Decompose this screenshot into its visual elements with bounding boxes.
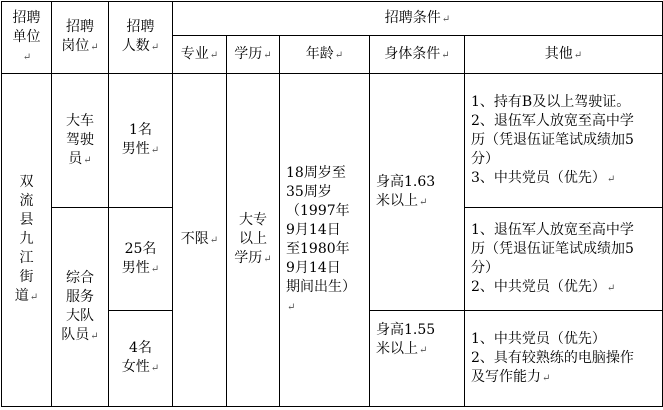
quota-driver: [109, 74, 173, 208]
position-name-line: 队员↵: [61, 326, 99, 343]
unit-name-char: 街: [19, 269, 34, 285]
age-line: （1997年: [286, 202, 350, 219]
quota-service-male: [109, 208, 173, 311]
physical-line: 身高1.55: [376, 322, 436, 338]
other-line: 分）: [471, 150, 499, 167]
education-cell: [227, 74, 280, 407]
education-line: 大专: [239, 212, 267, 228]
education-line: 学历↵: [234, 250, 272, 266]
education-line: 以上: [239, 231, 267, 247]
header-count: [109, 2, 173, 74]
physical-male-cell: [370, 74, 465, 311]
other-driver-cell: [465, 74, 663, 208]
physical-female-cell: [370, 311, 465, 407]
other-service-male-cell: [465, 208, 663, 311]
header-unit-line: 单位↵: [12, 28, 41, 63]
quota-gender: 男性↵: [121, 141, 160, 157]
header-position-line: 招聘: [66, 19, 94, 35]
unit-name-char: 江: [19, 250, 34, 266]
position-name-line: 大队: [66, 307, 94, 324]
header-physical: 身体条件↵: [370, 36, 465, 74]
other-line: 2、退伍军人放宽至高中学: [471, 112, 634, 129]
age-line: 期间出生）↵: [286, 278, 356, 313]
recruitment-table: [1, 1, 663, 407]
other-line: 1、持有B及以上驾驶证。: [471, 93, 631, 110]
other-line: 分）: [471, 259, 499, 276]
age-line: 35周岁: [286, 183, 332, 200]
quota-count: 25名: [124, 240, 157, 257]
unit-name-char: 县: [19, 212, 34, 228]
age-line: 9月14日: [286, 221, 341, 238]
header-position-line: 岗位↵: [61, 38, 99, 54]
other-line: 历（凭退伍证笔试成绩加5: [471, 240, 634, 257]
header-count-line: 招聘: [126, 19, 155, 35]
position-name-line: 综合: [66, 269, 94, 286]
header-count-line: 人数↵: [121, 38, 160, 54]
other-line: 3、中共党员（优先）↵: [471, 169, 616, 186]
header-position: [52, 2, 109, 74]
header-education: 学历↵: [227, 36, 280, 74]
age-cell: [280, 74, 370, 407]
other-line: 历（凭退伍证笔试成绩加5: [471, 131, 634, 148]
position-service: [52, 208, 109, 407]
physical-line: 米以上↵: [376, 341, 428, 357]
other-line: 1、退伍军人放宽至高中学: [471, 221, 634, 238]
quota-gender: 男性↵: [121, 259, 160, 276]
header-major: 专业↵: [173, 36, 227, 74]
position-name-line: 员↵: [68, 150, 92, 167]
position-name-line: 驾驶: [66, 131, 94, 148]
unit-name-char: 九: [19, 231, 34, 247]
unit-name-char: 双: [19, 174, 34, 190]
age-line: 18周岁至: [286, 164, 346, 181]
position-name-line: 服务: [66, 288, 94, 305]
header-age: 年龄↵: [280, 36, 370, 74]
position-name-line: 大车: [66, 112, 94, 129]
unit-name-char: 道↵: [14, 288, 39, 304]
other-line: 2、具有较熟练的电脑操作: [471, 349, 634, 366]
other-line: 2、中共党员（优先）↵: [471, 278, 616, 295]
age-line: 至1980年: [286, 240, 350, 257]
position-driver: [52, 74, 109, 208]
header-unit: [2, 2, 52, 74]
other-service-female-cell: [465, 311, 663, 407]
header-conditions: 招聘条件↵: [173, 2, 663, 36]
unit-name-cell: [2, 74, 52, 407]
physical-line: 身高1.63: [376, 173, 436, 190]
physical-line: 米以上↵: [376, 192, 428, 209]
quota-gender: 女性↵: [121, 359, 160, 375]
quota-service-female: [109, 311, 173, 407]
age-line: 9月14日: [286, 259, 341, 276]
major-cell: 不限↵: [173, 74, 227, 407]
other-line: 1、中共党员（优先）: [471, 330, 606, 347]
header-unit-line: 招聘: [12, 9, 41, 26]
quota-count: 1名: [129, 122, 152, 138]
header-other: 其他↵: [465, 36, 663, 74]
other-line: 及写作能力↵: [471, 368, 551, 385]
quota-count: 4名: [129, 340, 152, 356]
unit-name-char: 流: [19, 193, 34, 209]
